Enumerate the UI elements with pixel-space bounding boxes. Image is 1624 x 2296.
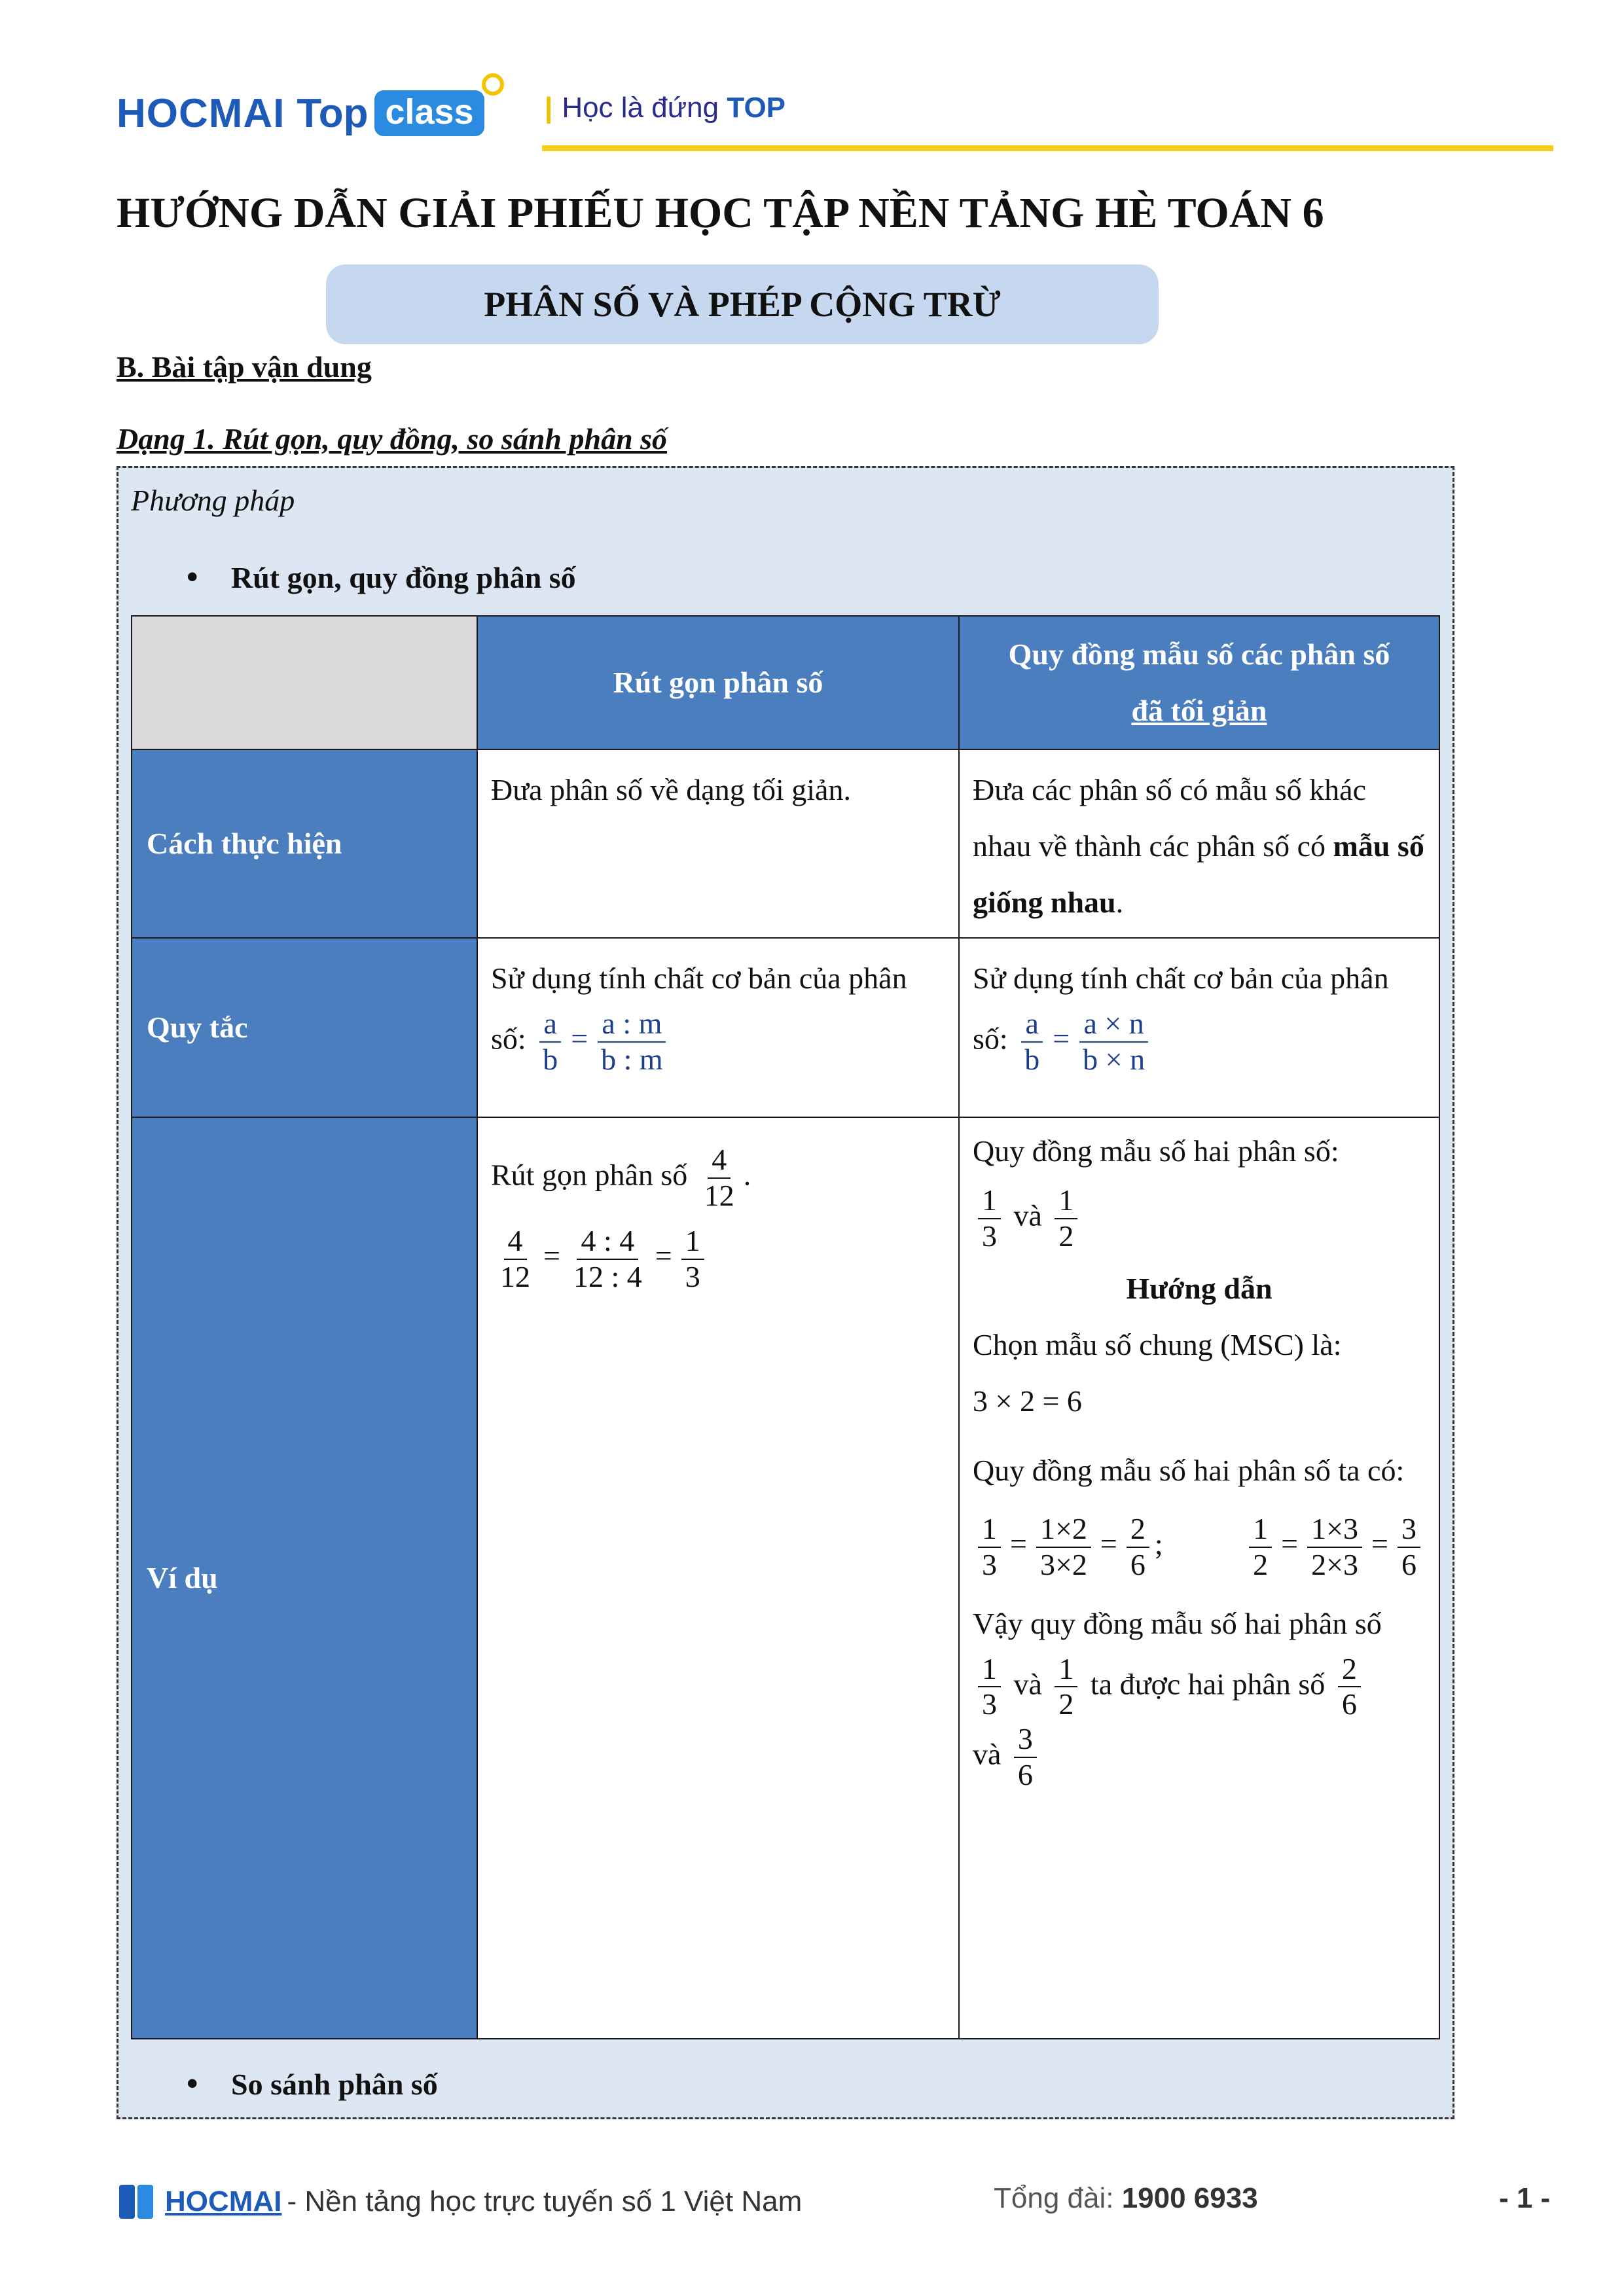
row-label-rule <box>131 937 478 1118</box>
fraction: $\frac{3}{6}$ <box>1014 1722 1037 1793</box>
fraction: $\frac{a \times n}{b \times n}$ <box>1079 1007 1149 1077</box>
fraction: $\frac{1\times 3}{2\times 3}$ <box>1307 1512 1362 1583</box>
example-line: Quy đồng mẫu số hai phân số ta có: <box>973 1453 1405 1487</box>
row-label-text: Ví dụ <box>147 1561 218 1594</box>
fraction: $\frac{4}{12}$ <box>704 1143 734 1212</box>
bullet-item: • So sánh phân số <box>231 2067 438 2102</box>
hocmai-logo-icon <box>117 2182 156 2221</box>
tagline-top: TOP <box>727 92 786 124</box>
logo-class-badge <box>374 90 484 136</box>
fraction: $\frac{1}{3}$ <box>978 1512 1001 1583</box>
method-label: Phương pháp <box>131 484 295 517</box>
example-line: $\frac{1}{3}$ và $\frac{1}{2}$ <box>973 1183 1426 1254</box>
row-label-example <box>131 1117 478 2039</box>
example-line: Quy đồng mẫu số hai phân số: <box>973 1134 1339 1168</box>
table-cell <box>958 749 1440 939</box>
cell-text: Đưa phân số về dạng tối giản. <box>491 773 851 806</box>
footer <box>117 2182 802 2221</box>
header-text-line1: Quy đồng mẫu số các phân số <box>1008 637 1390 671</box>
example-line: và $\frac{3}{6}$ <box>973 1722 1426 1793</box>
cell-text-bold: mẫu số giống nhau <box>973 829 1424 919</box>
fraction: $\frac{a}{b}$ <box>1020 1007 1043 1077</box>
cell-text: Đưa các phân số có mẫu số khác nhau về thành các phân số có <box>973 773 1366 863</box>
example-line: $\frac{1}{3}$ = $\frac{1\times 2}{3\times 2}$ = $\frac{2}{6}$ ; $\frac{1}{2}$ = $\frac{1\times 3}{2\times 3}$ = $\frac{3}{6}$ <box>973 1512 1426 1583</box>
hocmai-topclass-logo <box>117 77 484 149</box>
table-cell-example-common-denominator <box>958 1117 1440 2039</box>
footer-brand-link[interactable]: HOCMAI <box>165 2185 282 2217</box>
method-table <box>131 615 1440 2039</box>
sun-icon <box>482 73 504 96</box>
fraction: $\frac{a : m}{b : m}$ <box>597 1007 667 1077</box>
table-cell <box>477 749 960 939</box>
example-line: Rút gọn phân số $\frac{4}{12}$ . <box>491 1143 751 1212</box>
table-cell-example-reduce <box>477 1117 960 2039</box>
tagline-prefix: Học là đứng <box>562 92 727 124</box>
table-header-common-denominator <box>958 615 1440 750</box>
logo-hocmai-text: HOCMAI <box>117 90 285 136</box>
table-cell: Sử dụng tính chất cơ bản của phân số: $\frac{a}{b}$ = $\frac{a \times n}{b \times n}$ <box>958 937 1440 1118</box>
table-corner-cell <box>131 615 478 750</box>
fraction: $\frac{4 : 4}{12 : 4}$ <box>573 1223 642 1293</box>
header-divider <box>542 145 1553 151</box>
footer-text: - Nền tảng học trực tuyến số 1 Việt Nam <box>287 2185 803 2217</box>
example-line: $\frac{4}{12}$ = $\frac{4 : 4}{12 : 4}$ = $\frac{1}{3}$ <box>491 1224 945 1295</box>
row-label-text: Quy tắc <box>147 1011 248 1044</box>
cell-text: Sử dụng tính chất cơ bản của phân số: <box>973 961 1389 1056</box>
fraction: $\frac{2}{6}$ <box>1338 1652 1361 1723</box>
footer-hotline: Tổng đài: 1900 6933 <box>994 2182 1258 2214</box>
guide-heading: Hướng dẫn <box>1126 1271 1272 1305</box>
tagline-divider: | <box>545 92 553 124</box>
header-text: Rút gọn phân số <box>613 666 823 699</box>
hotline-number: 1900 6933 <box>1121 2182 1258 2214</box>
fraction: $\frac{1}{2}$ <box>1055 1652 1077 1723</box>
fraction: $\frac{1}{3}$ <box>681 1224 704 1295</box>
subtitle-text: PHÂN SỐ VÀ PHÉP CỘNG TRỪ <box>484 285 1001 324</box>
fraction: $\frac{1\times 2}{3\times 2}$ <box>1036 1512 1091 1583</box>
fraction: $\frac{4}{12}$ <box>500 1223 530 1293</box>
tagline <box>545 92 785 124</box>
row-label-method <box>131 749 478 939</box>
logo-class-text: class <box>385 92 474 132</box>
bullet-item: • Rút gọn, quy đồng phân số <box>231 560 576 595</box>
header-text-line2: đã tối giản <box>1131 694 1267 727</box>
fraction: $\frac{1}{3}$ <box>978 1183 1001 1254</box>
table-header-reduce <box>477 615 960 750</box>
table-cell: Sử dụng tính chất cơ bản của phân số: $\frac{a}{b}$ = $\frac{a : m}{b : m}$ <box>477 937 960 1118</box>
example-line: 3 × 2 = 6 <box>973 1384 1082 1418</box>
example-line: Chọn mẫu số chung (MSC) là: <box>973 1327 1342 1361</box>
logo-top-text: Top <box>297 90 369 136</box>
section-heading: B. Bài tập vận dung <box>117 350 372 384</box>
cell-text: Sử dụng tính chất cơ bản của phân số: <box>491 961 907 1056</box>
subtitle-banner <box>326 264 1159 344</box>
example-line: $\frac{1}{3}$ và $\frac{1}{2}$ ta được hai phân số $\frac{2}{6}$ <box>973 1652 1426 1723</box>
fraction: $\frac{1}{2}$ <box>1055 1183 1077 1254</box>
fraction: $\frac{1}{2}$ <box>1249 1512 1272 1583</box>
cell-text-end: . <box>1115 886 1124 919</box>
fraction: $\frac{3}{6}$ <box>1398 1512 1420 1583</box>
example-line: Vậy quy đồng mẫu số hai phân số <box>973 1606 1382 1640</box>
exercise-type-heading: Dạng 1. Rút gọn, quy đồng, so sánh phân số <box>117 422 668 456</box>
row-label-text: Cách thực hiện <box>147 827 342 860</box>
fraction: $\frac{2}{6}$ <box>1127 1512 1149 1583</box>
fraction: $\frac{1}{3}$ <box>978 1652 1001 1723</box>
page-title: HƯỚNG DẪN GIẢI PHIẾU HỌC TẬP NỀN TẢNG HÈ TOÁN 6 <box>117 189 1324 237</box>
page-number: - 1 - <box>1499 2182 1551 2214</box>
fraction: $\frac{a}{b}$ <box>539 1007 562 1077</box>
